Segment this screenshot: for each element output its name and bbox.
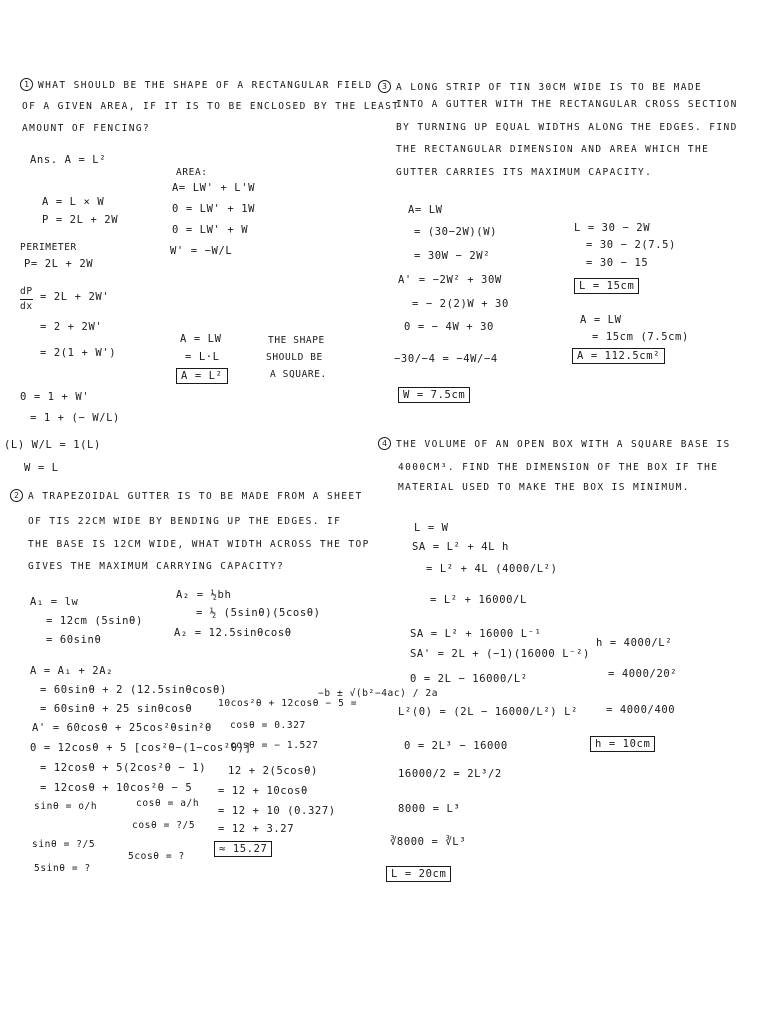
problem-4-line-9: 0 = 2L³ − 16000 — [404, 740, 508, 752]
problem-3-line-3: = 30W − 2W² — [414, 250, 491, 262]
problem-1-shape-line-1: THE SHAPE — [268, 335, 325, 346]
problem-1-step-a: = 2 + 2W' — [40, 321, 103, 333]
problem-3-question-line-4: THE RECTANGULAR DIMENSION AND AREA WHICH THE — [396, 144, 710, 155]
problem-1-result-box: A = L² — [176, 368, 228, 384]
problem-2-a-line-6: = 12cosθ + 5(2cos²θ − 1) — [40, 762, 207, 774]
problem-3-l-line-3: = 30 − 15 — [586, 257, 649, 269]
problem-2-a-line-5: 0 = 12cosθ + 5 [cos²θ−(1−cos²θ)] — [30, 742, 252, 754]
problem-1-perimeter-formula: P= 2L + 2W — [24, 258, 94, 270]
problem-2-sin-line-2: sinθ = ?/5 — [32, 839, 96, 850]
problem-3-question-line-5: GUTTER CARRIES ITS MAXIMUM CAPACITY. — [396, 167, 653, 178]
problem-1-shape-line-3: A SQUARE. — [270, 369, 327, 380]
problem-2-top-line-3: = 12 + 10 (0.327) — [218, 805, 336, 817]
problem-2-question-line-1: 2 A TRAPEZOIDAL GUTTER IS TO BE MADE FROM A SHEET — [10, 489, 363, 504]
problem-4-line-4: = L² + 16000/L — [430, 594, 527, 606]
problem-2-sin-line-3: 5sinθ = ? — [34, 863, 91, 874]
problem-3-question-line-1: 3 A LONG STRIP OF TIN 30CM WIDE IS TO BE MADE — [378, 80, 702, 95]
problem-3-area-line-2: = 15cm (7.5cm) — [592, 331, 689, 343]
problem-1-area-eq: A = L × W — [42, 196, 105, 208]
problem-1-perimeter-eq: P = 2L + 2W — [42, 214, 119, 226]
problem-2-top-line-1: 12 + 2(5cosθ) — [228, 765, 318, 777]
problem-2-top-line-4: = 12 + 3.27 — [218, 823, 295, 835]
problem-1-step-b: = 2(1 + W') — [40, 347, 117, 359]
problem-4-question-line-2: 4000CM³. FIND THE DIMENSION OF THE BOX IF THE — [398, 462, 719, 473]
problem-1-a-ll: = L·L — [185, 351, 220, 363]
problem-4-h-line-1: h = 4000/L² — [596, 637, 673, 649]
problem-2-a1-line-2: = 12cm (5sinθ) — [46, 615, 143, 627]
problem-2-a-line-7: = 12cosθ + 10cos²θ − 5 — [40, 782, 193, 794]
problem-2-cos-root-1: cosθ = 0.327 — [230, 720, 306, 731]
problem-1-dp-label: dP — [20, 286, 33, 297]
problem-1-step-c: 0 = 1 + W' — [20, 391, 90, 403]
problem-1-perimeter-label: PERIMETER — [20, 242, 77, 253]
problem-2-a2-line-2: = ½ (5sinθ)(5cosθ) — [196, 607, 321, 619]
problem-3-question-line-2: INTO A GUTTER WITH THE RECTANGULAR CROSS SECTION — [396, 99, 738, 110]
problem-4-line-11: 8000 = L³ — [398, 803, 461, 815]
problem-2-cos-root-2: cosθ = − 1.527 — [230, 740, 319, 751]
problem-1-dx-label: dx — [20, 301, 33, 312]
problem-2-cos-line-1: cosθ = a/h — [136, 798, 200, 809]
problem-4-line-7: 0 = 2L − 16000/L² — [410, 673, 528, 685]
problem-1-area-line-1: A= LW' + L'W — [172, 182, 256, 194]
problem-2-cos-line-2: cosθ = ?/5 — [132, 820, 196, 831]
problem-1-question-line-3: AMOUNT OF FENCING? — [22, 123, 151, 134]
problem-3-line-2: = (30−2W)(W) — [414, 226, 498, 238]
problem-2-question-line-2: OF TIS 22CM WIDE BY BENDING UP THE EDGES. IF — [28, 516, 342, 527]
problem-1-area-line-3: 0 = LW' + W — [172, 224, 249, 236]
problem-4-line-2: SA = L² + 4L h — [412, 541, 509, 553]
problem-4-l-result-box: L = 20cm — [386, 866, 451, 882]
problem-2-a1-line-3: = 60sinθ — [46, 634, 102, 646]
problem-4-number: 4 — [378, 437, 391, 450]
problem-1-shape-line-2: SHOULD BE — [266, 352, 323, 363]
problem-1-number: 1 — [20, 78, 33, 91]
problem-4-h-result-box: h = 10cm — [590, 736, 655, 752]
problem-3-line-5: = − 2(2)W + 30 — [412, 298, 509, 310]
problem-1-question-line-2: OF A GIVEN AREA, IF IT IS TO BE ENCLOSED BY THE LEAST — [22, 101, 400, 112]
problem-2-a-line-3: = 60sinθ + 25 sinθcosθ — [40, 703, 193, 715]
problem-3-w-result-box: W = 7.5cm — [398, 387, 470, 403]
problem-3-area-line-1: A = LW — [580, 314, 622, 326]
problem-4-h-line-2: = 4000/20² — [608, 668, 678, 680]
problem-2-a-line-4: A' = 60cosθ + 25cos²θsin²θ — [32, 722, 212, 734]
problem-2-a-line-2: = 60sinθ + 2 (12.5sinθcosθ) — [40, 684, 227, 696]
problem-3-l-result-box: L = 15cm — [574, 278, 639, 294]
problem-4-h-line-3: = 4000/400 — [606, 704, 676, 716]
problem-3-line-4: A' = −2W² + 30W — [398, 274, 502, 286]
problem-1-derivative: = 2L + 2W' — [40, 291, 110, 303]
problem-1-step-d: = 1 + (− W/L) — [30, 412, 120, 424]
problem-3-l-line-2: = 30 − 2(7.5) — [586, 239, 676, 251]
problem-1-step-e: (L) W/L = 1(L) — [4, 439, 101, 451]
problem-1-step-f: W = L — [24, 462, 59, 474]
problem-2-question-line-4: GIVES THE MAXIMUM CARRYING CAPACITY? — [28, 561, 285, 572]
problem-4-line-12: ∛8000 = ∛L³ — [390, 836, 467, 848]
problem-1-a-lw: A = LW — [180, 333, 222, 345]
problem-3-l-line-1: L = 30 − 2W — [574, 222, 651, 234]
problem-2-a1-line-1: A₁ = lw — [30, 596, 79, 608]
problem-1-area-label: AREA: — [176, 167, 208, 178]
problem-4-line-3: = L² + 4L (4000/L²) — [426, 563, 558, 575]
problem-2-a2-line-3: A₂ = 12.5sinθcosθ — [174, 627, 292, 639]
problem-2-a2-line-1: A₂ = ½bh — [176, 589, 232, 601]
problem-1-area-line-2: 0 = LW' + 1W — [172, 203, 256, 215]
problem-4-question-line-3: MATERIAL USED TO MAKE THE BOX IS MINIMUM. — [398, 482, 690, 493]
problem-2-cos-line-3: 5cosθ = ? — [128, 851, 185, 862]
problem-3-line-6: 0 = − 4W + 30 — [404, 321, 494, 333]
problem-2-quadratic: 10cos²θ + 12cosθ − 5 = — [218, 698, 358, 709]
problem-3-question-line-3: BY TURNING UP EQUAL WIDTHS ALONG THE EDGES. FIND — [396, 122, 738, 133]
problem-1-area-line-4: W' = −W/L — [170, 245, 233, 257]
problem-3-line-1: A= LW — [408, 204, 443, 216]
problem-3-area-result-box: A = 112.5cm² — [572, 348, 665, 364]
problem-3-line-7: −30/−4 = −4W/−4 — [394, 353, 498, 365]
problem-4-line-10: 16000/2 = 2L³/2 — [398, 768, 502, 780]
problem-2-sin-line-1: sinθ = o/h — [34, 801, 98, 812]
problem-2-question-line-3: THE BASE IS 12CM WIDE, WHAT WIDTH ACROSS THE TOP — [28, 539, 370, 550]
problem-4-line-8: L²(0) = (2L − 16000/L²) L² — [398, 706, 578, 718]
problem-2-number: 2 — [10, 489, 23, 502]
problem-4-line-5: SA = L² + 16000 L⁻¹ — [410, 628, 542, 640]
problem-1-question-line-1: 1 WHAT SHOULD BE THE SHAPE OF A RECTANGULAR FIELD — [20, 78, 373, 93]
problem-2-top-line-2: = 12 + 10cosθ — [218, 785, 308, 797]
problem-4-line-1: L = W — [414, 522, 449, 534]
problem-4-question-line-1: 4 THE VOLUME OF AN OPEN BOX WITH A SQUARE BASE IS — [378, 437, 731, 452]
problem-2-a-line-1: A = A₁ + 2A₂ — [30, 665, 114, 677]
problem-2-quadratic-formula: −b ± √(b²−4ac) / 2a — [318, 688, 439, 699]
problem-1-answer: Ans. A = L² — [30, 154, 107, 166]
problem-4-line-6: SA' = 2L + (−1)(16000 L⁻²) — [410, 648, 590, 660]
problem-2-result-box: ≈ 15.27 — [214, 841, 272, 857]
problem-3-number: 3 — [378, 80, 391, 93]
